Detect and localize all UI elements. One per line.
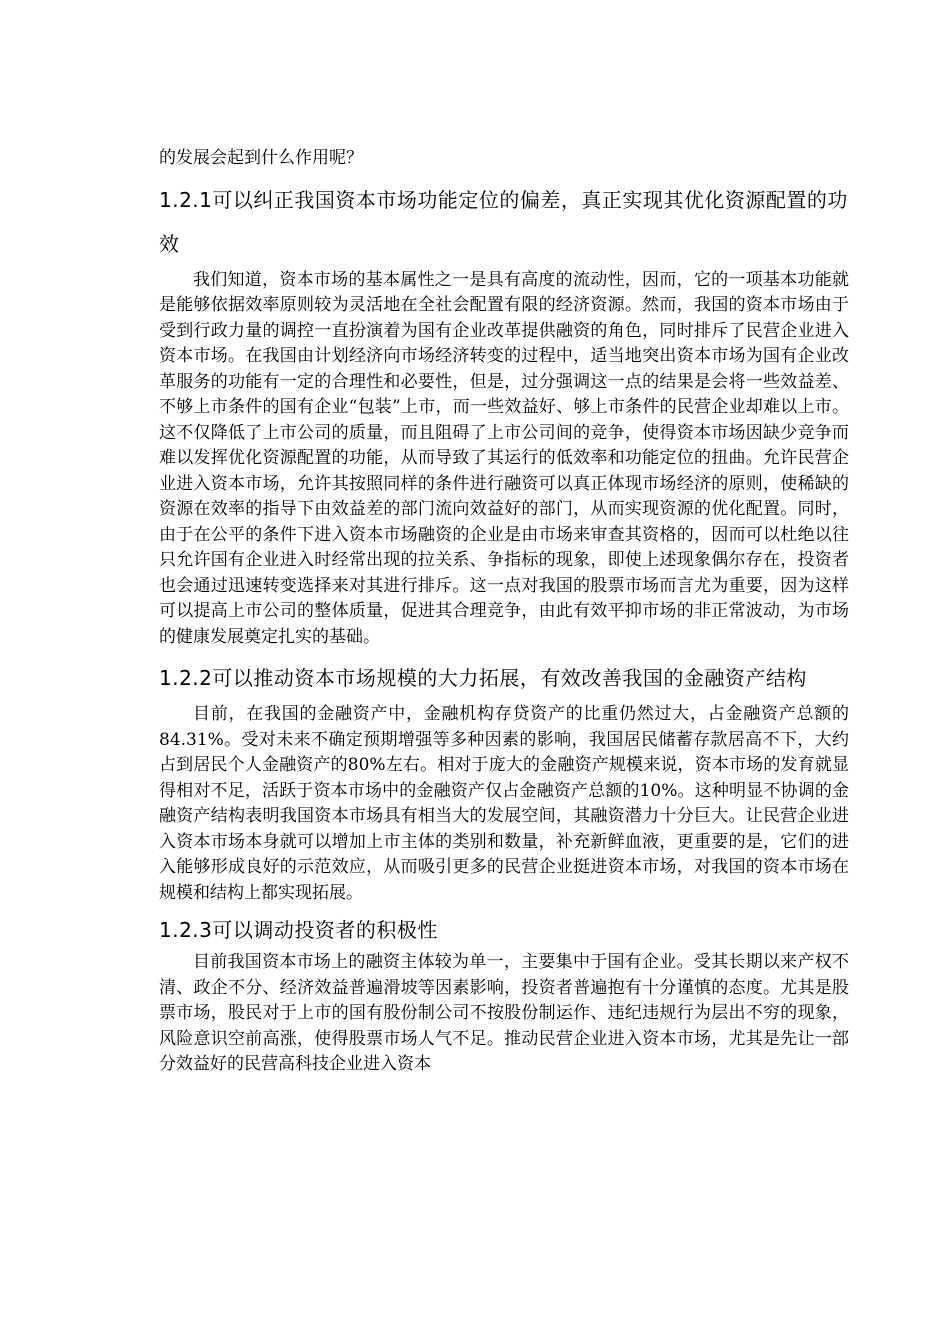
section-body-1-2-3: 目前我国资本市场上的融资主体较为单一，主要集中于国有企业。受其长期以来产权不清、政企不分、经济效益普遍滑坡等因素影响，投资者普遍抱有十分谨慎的态度。尤其是股票市场，股民对于上市的国有股份制公司不按股份制运作、违纪违规行为层出不穷的现象，风险意识空前高涨，使得股票市场人气不足。推动民营企业进入资本市场，尤其是先让一部分效益好的民营高科技企业进入资本 [159, 952, 849, 1074]
section-body-1-2-2: 目前，在我国的金融资产中，金融机构存贷资产的比重仍然过大，占金融资产总额的84.31%。受对未来不确定预期增强等多种因素的影响，我国居民储蓄存款居高不下，大约占到居民个人金融资产的80%左右。相对于庞大的金融资产规模来说，资本市场的发育就显得相对不足，活跃于资本市场中的金融资产仅占金融资产总额的10%。这种明显不协调的金融资产结构表明我国资本市场具有相当大的发展空间，其融资潜力十分巨大。让民营企业进入资本市场本身就可以增加上市主体的类别和数量，补充新鲜血液，更重要的是，它们的进入能够形成良好的示范效应，从而吸引更多的民营企业挺进资本市场，对我国的资本市场在规模和结构上都实现拓展。 [159, 704, 849, 903]
section-body-1-2-1: 我们知道，资本市场的基本属性之一是具有高度的流动性，因而，它的一项基本功能就是能够依据效率原则较为灵活地在全社会配置有限的经济资源。然而，我国的资本市场由于受到行政力量的调控一直扮演着为国有企业改革提供融资的角色，同时排斥了民营企业进入资本市场。在我国由计划经济向市场经济转变的过程中，适当地突出资本市场为国有企业改革服务的功能有一定的合理性和必要性，但是，过分强调这一点的结果是会将一些效益差、不够上市条件的国有企业“包装”上市，而一些效益好、够上市条件的民营企业却难以上市。这不仅降低了上市公司的质量，而且阻碍了上市公司间的竞争，使得资本市场因缺少竞争而难以发挥优化资源配置的功能，从而导致了其运行的低效率和功能定位的扭曲。允许民营企业进入资本市场，允许其按照同样的条件进行融资可以真正体现市场经济的原则，使稀缺的资源在效率的指导下由效益差的部门流向效益好的部门，从而实现资源的优化配置。同时，由于在公平的条件下进入资本市场融资的企业是由市场来审查其资格的，因而可以杜绝以往只允许国有企业进入时经常出现的拉关系、争指标的现象，即使上述现象偶尔存在，投资者也会通过迅速转变选择来对其进行排斥。这一点对我国的股票市场而言尤为重要，因为这样可以提高上市公司的整体质量，促进其合理竞争，由此有效平抑市场的非正常波动，为市场的健康发展奠定扎实的基础。 [159, 269, 849, 647]
section-heading-1-2-2: 1.2.2可以推动资本市场规模的大力拓展，有效改善我国的金融资产结构 [159, 666, 807, 690]
intro-fragment: 的发展会起到什么作用呢？ [159, 148, 363, 168]
section-heading-1-2-1: 1.2.1可以纠正我国资本市场功能定位的偏差，真正实现其优化资源配置的功效 [159, 187, 848, 256]
section-heading-1-2-3: 1.2.3可以调动投资者的积极性 [159, 918, 438, 942]
page-content [159, 146, 849, 1078]
